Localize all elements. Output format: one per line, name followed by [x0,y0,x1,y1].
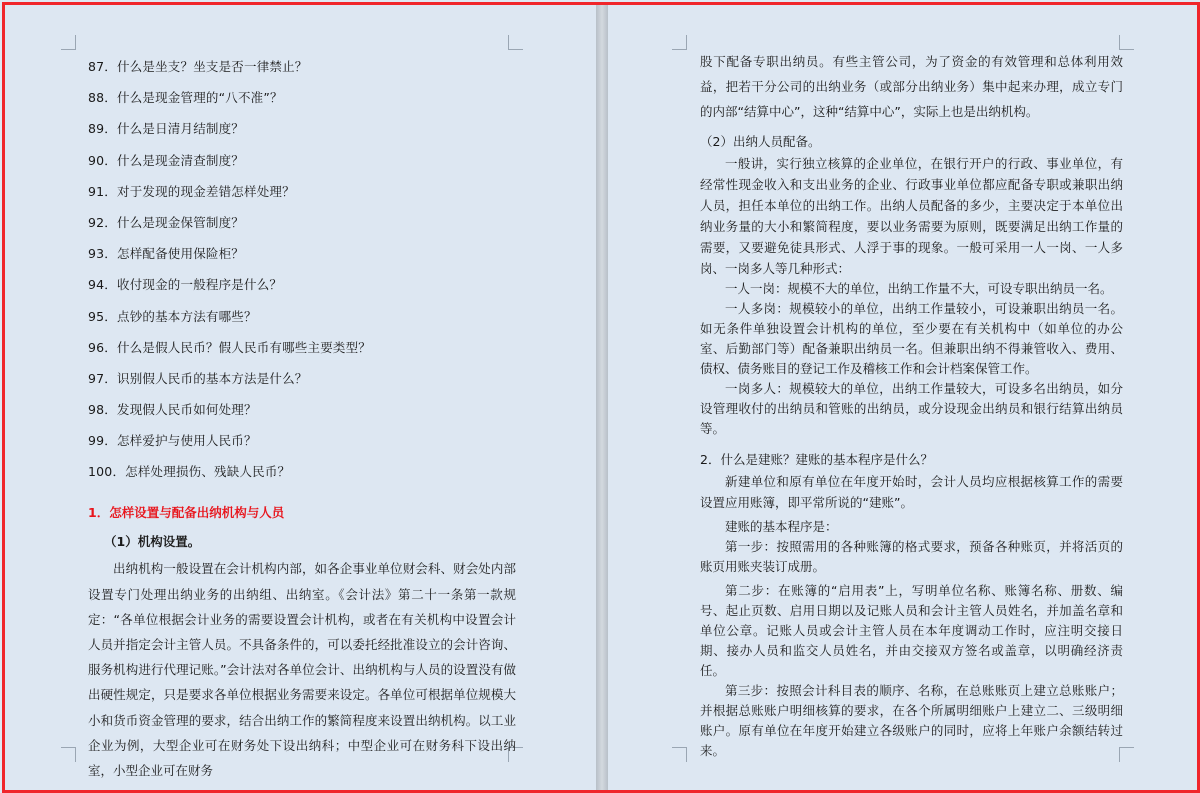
question-item: 100．怎样处理损伤、残缺人民币？ [88,464,291,480]
subsection-heading: （2）出纳人员配备。 [700,133,821,149]
question-item: 98．发现假人民币如何处理？ [88,402,257,418]
subsection-heading: （1）机构设置。 [104,534,201,550]
left-page-content [88,51,516,783]
question-item: 95．点钞的基本方法有哪些？ [88,308,257,324]
question-item: 93．怎样配备使用保险柜？ [88,246,245,262]
body-paragraph: 第三步：按照会计科目表的顺序、名称，在总账账页上建立总账账户；并根据总账账户明细核算的要求，在各个所属明细账户上建立二、三级明细账户。原有单位在年度开始建立各级账户的同时，应将上年账户余额结转过来。 [700,682,1123,758]
section-heading: 1．怎样设置与配备出纳机构与人员 [88,505,285,521]
crop-mark-bottom-left [672,747,687,762]
body-paragraph: 股下配备专职出纳员。有些主管公司，为了资金的有效管理和总体利用效益，把若干分公司的出纳业务（或部分出纳业务）集中起来办理，成立专门的内部“结算中心”，这种“结算中心”，实际上也是出纳机构。 [700,54,1123,120]
question-item: 94．收付现金的一般程序是什么？ [88,277,283,293]
body-paragraph: 出纳机构一般设置在会计机构内部，如各企事业单位财会科、财会处内部设置专门处理出纳业务的出纳组、出纳室。《会计法》第二十一条第一款规定：“各单位根据会计业务的需要设置会计机构，或者在有关机构中设置会计人员并指定会计主管人员。不具备条件的，可以委托经批准设立的会计咨询、服务机构进行代理记账。”会计法对各单位会计、出纳机构与人员的设置没有做出硬性规定，只是要求各单位根据业务需要来设定。各单位可根据单位规模大小和货币资金管理的要求，结合出纳工作的繁简程度来设置出纳机构。以工业企业为例，大型企业可在财务处下设出纳科；中型企业可在财务科下设出纳室，小型企业可在财务 [88,561,516,779]
question-item: 91．对于发现的现金差错怎样处理？ [88,183,295,199]
crop-mark-bottom-left [61,747,76,762]
page-gutter [596,5,608,790]
body-paragraph: 建账的基本程序是： [725,518,838,534]
document-view-frame [2,2,1200,793]
question-item: 99．怎样爱护与使用人民币？ [88,433,257,449]
right-page-content [700,49,1123,761]
left-page [5,5,596,790]
right-page [608,5,1197,790]
crop-mark-top-right [1119,35,1134,50]
question-item: 97．识别假人民币的基本方法是什么？ [88,370,308,386]
question-item: 92．什么是现金保管制度？ [88,214,245,230]
question-item: 96．什么是假人民币？假人民币有哪些主要类型？ [88,339,372,355]
crop-mark-top-left [61,35,76,50]
body-paragraph: 一般讲，实行独立核算的企业单位，在银行开户的行政、事业单位，有经常性现金收入和支出业务的企业、行政事业单位都应配备专职或兼职出纳人员，担任本单位的出纳工作。出纳人员配备的多少，主要决定于本单位出纳业务量的大小和繁简程度，要以业务需要为原则，既要满足出纳工作量的需要，又要避免徒具形式、人浮于事的现象。一般可采用一人一岗、一人多岗、一岗多人等几种形式： [700,155,1123,276]
body-paragraph: 一人多岗：规模较小的单位，出纳工作量较小，可设兼职出纳员一名。如无条件单独设置会计机构的单位，至少要在有关机构中（如单位的办公室、后勤部门等）配备兼职出纳员一名。但兼职出纳不得兼管收入、费用、债权、债务账目的登记工作及稽核工作和会计档案保管工作。 [700,300,1123,376]
question-item: 90．什么是现金清查制度？ [88,152,245,168]
question-heading: 2．什么是建账？建账的基本程序是什么？ [700,451,933,467]
body-paragraph: 第二步：在账簿的“启用表”上，写明单位名称、账簿名称、册数、编号、起止页数、启用日期以及记账人员和会计主管人员姓名，并加盖名章和单位公章。记账人员或会计主管人员在本年度调动工作时，应注明交接日期、接办人员和监交人员姓名，并由交接双方签名或盖章，以明确经济责任。 [700,582,1123,678]
body-paragraph: 第一步：按照需用的各种账簿的格式要求，预备各种账页，并将活页的账页用账夹装订成册。 [700,538,1123,574]
question-item: 87．什么是坐支？坐支是否一律禁止？ [88,59,308,74]
body-paragraph: 一岗多人：规模较大的单位，出纳工作量较大，可设多名出纳员，如分设管理收付的出纳员和管账的出纳员，或分设现金出纳员和银行结算出纳员等。 [700,380,1123,436]
crop-mark-top-left [672,35,687,50]
body-paragraph: 新建单位和原有单位在年度开始时，会计人员均应根据核算工作的需要设置应用账簿，即平常所说的“建账”。 [700,473,1123,510]
question-item: 89．什么是日清月结制度？ [88,121,245,137]
question-item: 88．什么是现金管理的“八不准”？ [88,90,283,106]
crop-mark-top-right [508,35,523,50]
body-paragraph: 一人一岗：规模不大的单位，出纳工作量不大，可设专职出纳员一名。 [725,280,1113,296]
paragraph-gap [700,439,1123,449]
